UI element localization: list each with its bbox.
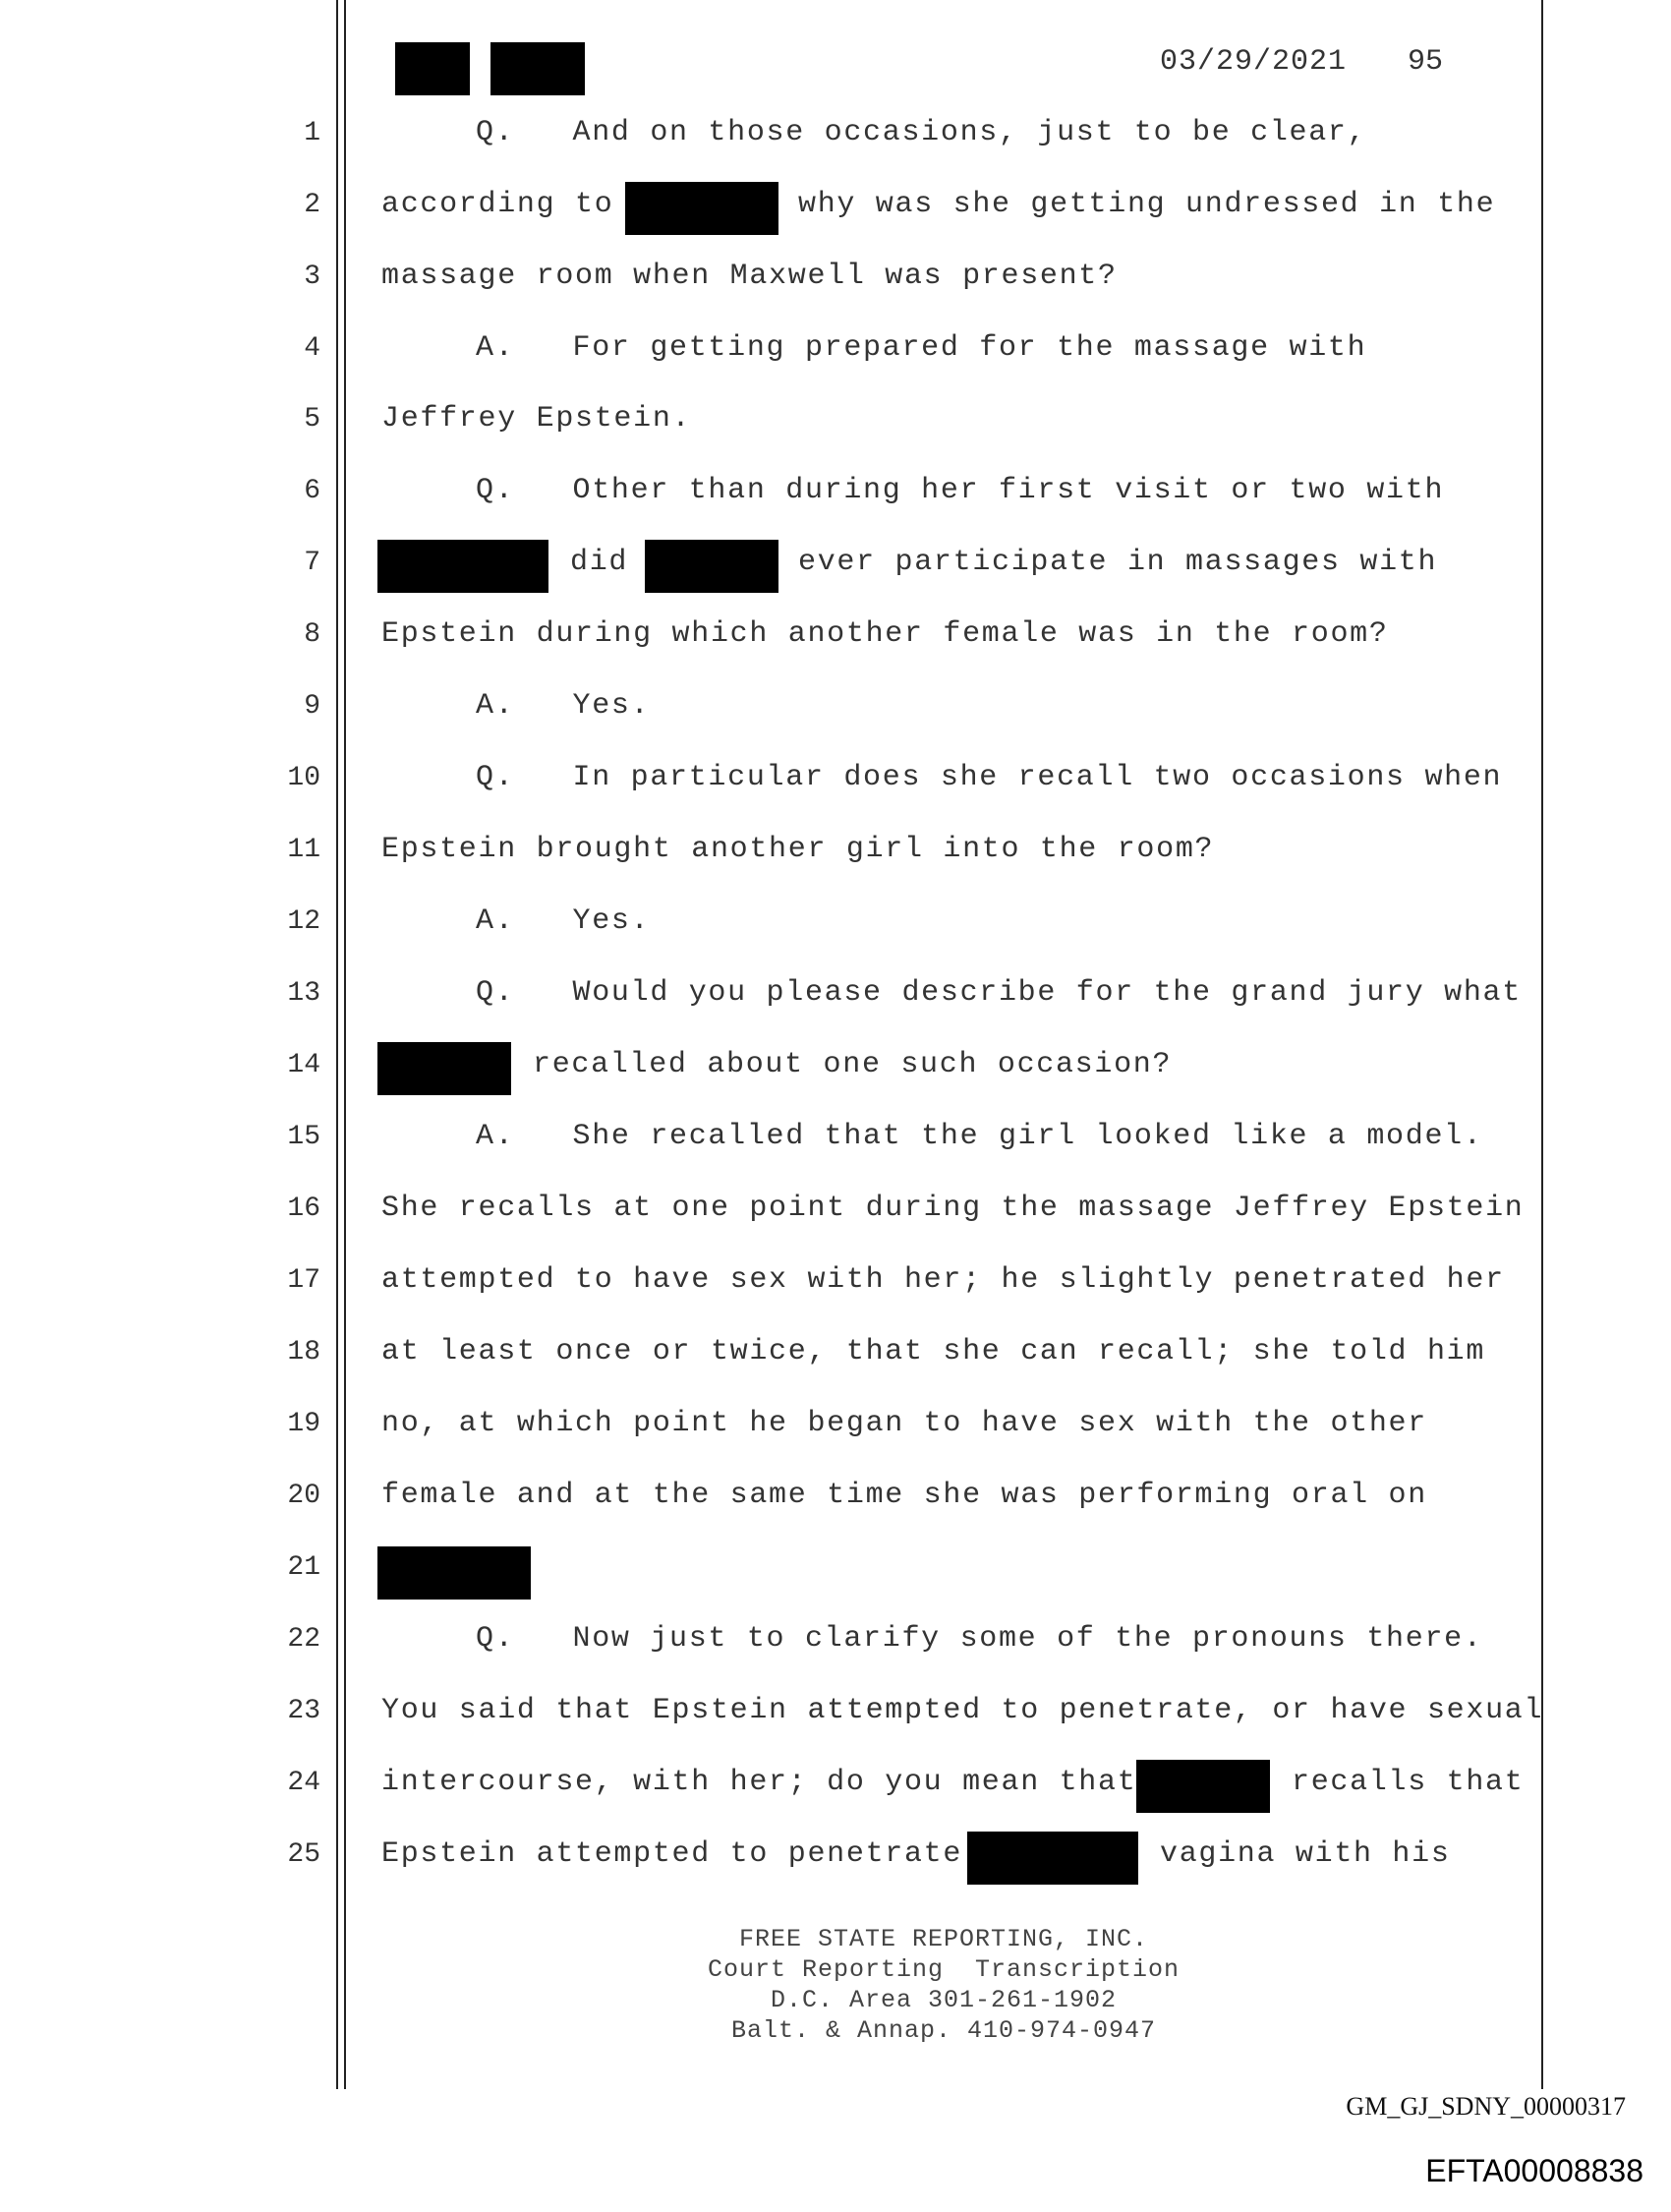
transcript-line xyxy=(0,613,1671,663)
line-number: 14 xyxy=(287,1050,320,1080)
transcript-line xyxy=(0,1834,1671,1883)
transcript-line xyxy=(0,1403,1671,1452)
transcript-line xyxy=(0,327,1671,377)
line-text: recalls that xyxy=(1292,1766,1525,1799)
reporter-dc-phone: D.C. Area 301-261-1902 xyxy=(770,1986,1118,2014)
line-text: A. Yes. xyxy=(476,689,651,723)
line-number: 5 xyxy=(304,404,320,435)
page-number: 95 xyxy=(1408,45,1444,79)
transcript-line xyxy=(0,901,1671,950)
line-text: She recalls at one point during the massage Jeffrey Epstein xyxy=(381,1192,1525,1225)
line-text: Q. Other than during her first visit or two with xyxy=(476,474,1445,507)
transcript-line xyxy=(0,1475,1671,1524)
redaction-box xyxy=(645,540,778,593)
reporter-footer xyxy=(629,1924,1258,2046)
line-number: 23 xyxy=(287,1696,320,1726)
line-number: 2 xyxy=(304,190,320,220)
transcript-line xyxy=(0,1044,1671,1093)
transcript-line xyxy=(0,542,1671,591)
efta-number: EFTA00008838 xyxy=(1425,2153,1643,2188)
line-number: 20 xyxy=(287,1481,320,1511)
line-number: 22 xyxy=(287,1624,320,1655)
line-text: no, at which point he began to have sex with the other xyxy=(381,1407,1427,1440)
line-text: Epstein during which another female was in the room? xyxy=(381,617,1389,651)
transcript-line xyxy=(0,398,1671,447)
redaction-box xyxy=(377,540,548,593)
line-number: 1 xyxy=(304,118,320,148)
redaction-box xyxy=(625,182,778,235)
line-number: 21 xyxy=(287,1552,320,1583)
line-number: 11 xyxy=(287,835,320,865)
line-text: vagina with his xyxy=(1160,1837,1451,1871)
line-number: 16 xyxy=(287,1193,320,1224)
transcript-line xyxy=(0,1259,1671,1309)
line-text: at least once or twice, that she can recall; she told him xyxy=(381,1335,1486,1368)
redaction-box xyxy=(1136,1760,1270,1813)
transcript-line xyxy=(0,1618,1671,1667)
line-text: Epstein brought another girl into the room? xyxy=(381,833,1215,866)
line-text: Epstein attempted to penetrate xyxy=(381,1837,963,1871)
line-text: did xyxy=(570,546,629,579)
line-text: Q. In particular does she recall two occasions when xyxy=(476,761,1503,794)
line-number: 19 xyxy=(287,1409,320,1439)
redaction-box xyxy=(490,42,585,95)
redaction-box xyxy=(395,42,470,95)
line-number: 24 xyxy=(287,1768,320,1798)
transcript-line xyxy=(0,829,1671,878)
reporter-company: FREE STATE REPORTING, INC. xyxy=(738,1925,1149,1953)
line-text: intercourse, with her; do you mean that xyxy=(381,1766,1137,1799)
line-number: 7 xyxy=(304,548,320,578)
line-text: A. She recalled that the girl looked like a model. xyxy=(476,1120,1483,1153)
line-number: 3 xyxy=(304,262,320,292)
redaction-box xyxy=(377,1042,511,1095)
line-text: You said that Epstein attempted to penetrate, or have sexual xyxy=(381,1694,1544,1727)
transcript-line xyxy=(0,112,1671,161)
transcript-line xyxy=(0,256,1671,305)
transcript-line xyxy=(0,972,1671,1021)
line-number: 8 xyxy=(304,619,320,650)
line-text: Jeffrey Epstein. xyxy=(381,402,692,436)
transcript-line xyxy=(0,470,1671,519)
redaction-box xyxy=(967,1832,1138,1885)
line-text: A. Yes. xyxy=(476,904,651,938)
line-text: recalled about one such occasion? xyxy=(533,1048,1173,1081)
line-text: Q. Now just to clarify some of the pronouns there. xyxy=(476,1622,1483,1656)
line-number: 13 xyxy=(287,978,320,1009)
hearing-date: 03/29/2021 xyxy=(1160,45,1348,79)
transcript-line xyxy=(0,1546,1671,1596)
reporter-services: Court Reporting Transcription xyxy=(707,1955,1181,1984)
line-number: 10 xyxy=(287,763,320,793)
line-number: 25 xyxy=(287,1839,320,1870)
reporter-balt-phone: Balt. & Annap. 410-974-0947 xyxy=(730,2016,1157,2045)
transcript-line xyxy=(0,1188,1671,1237)
line-number: 15 xyxy=(287,1122,320,1152)
line-text: ever participate in massages with xyxy=(798,546,1438,579)
transcript-line xyxy=(0,184,1671,233)
line-text: A. For getting prepared for the massage with xyxy=(476,331,1367,365)
line-number: 12 xyxy=(287,906,320,937)
line-number: 9 xyxy=(304,691,320,722)
line-text: attempted to have sex with her; he slightly penetrated her xyxy=(381,1263,1505,1297)
line-number: 17 xyxy=(287,1265,320,1296)
line-text: Q. And on those occasions, just to be clear, xyxy=(476,116,1367,149)
line-text: female and at the same time she was performing oral on xyxy=(381,1479,1427,1512)
transcript-line xyxy=(0,1116,1671,1165)
line-text: according to xyxy=(381,188,614,221)
line-number: 18 xyxy=(287,1337,320,1368)
transcript-line xyxy=(0,1762,1671,1811)
transcript-line xyxy=(0,685,1671,734)
line-number: 6 xyxy=(304,476,320,506)
transcript-line xyxy=(0,1690,1671,1739)
transcript-line xyxy=(0,757,1671,806)
line-number: 4 xyxy=(304,333,320,364)
bates-number: GM_GJ_SDNY_00000317 xyxy=(1346,2092,1626,2121)
line-text: massage room when Maxwell was present? xyxy=(381,260,1118,293)
line-text: why was she getting undressed in the xyxy=(798,188,1496,221)
redaction-box xyxy=(377,1546,531,1600)
transcript-line xyxy=(0,1331,1671,1380)
line-text: Q. Would you please describe for the grand jury what xyxy=(476,976,1522,1010)
